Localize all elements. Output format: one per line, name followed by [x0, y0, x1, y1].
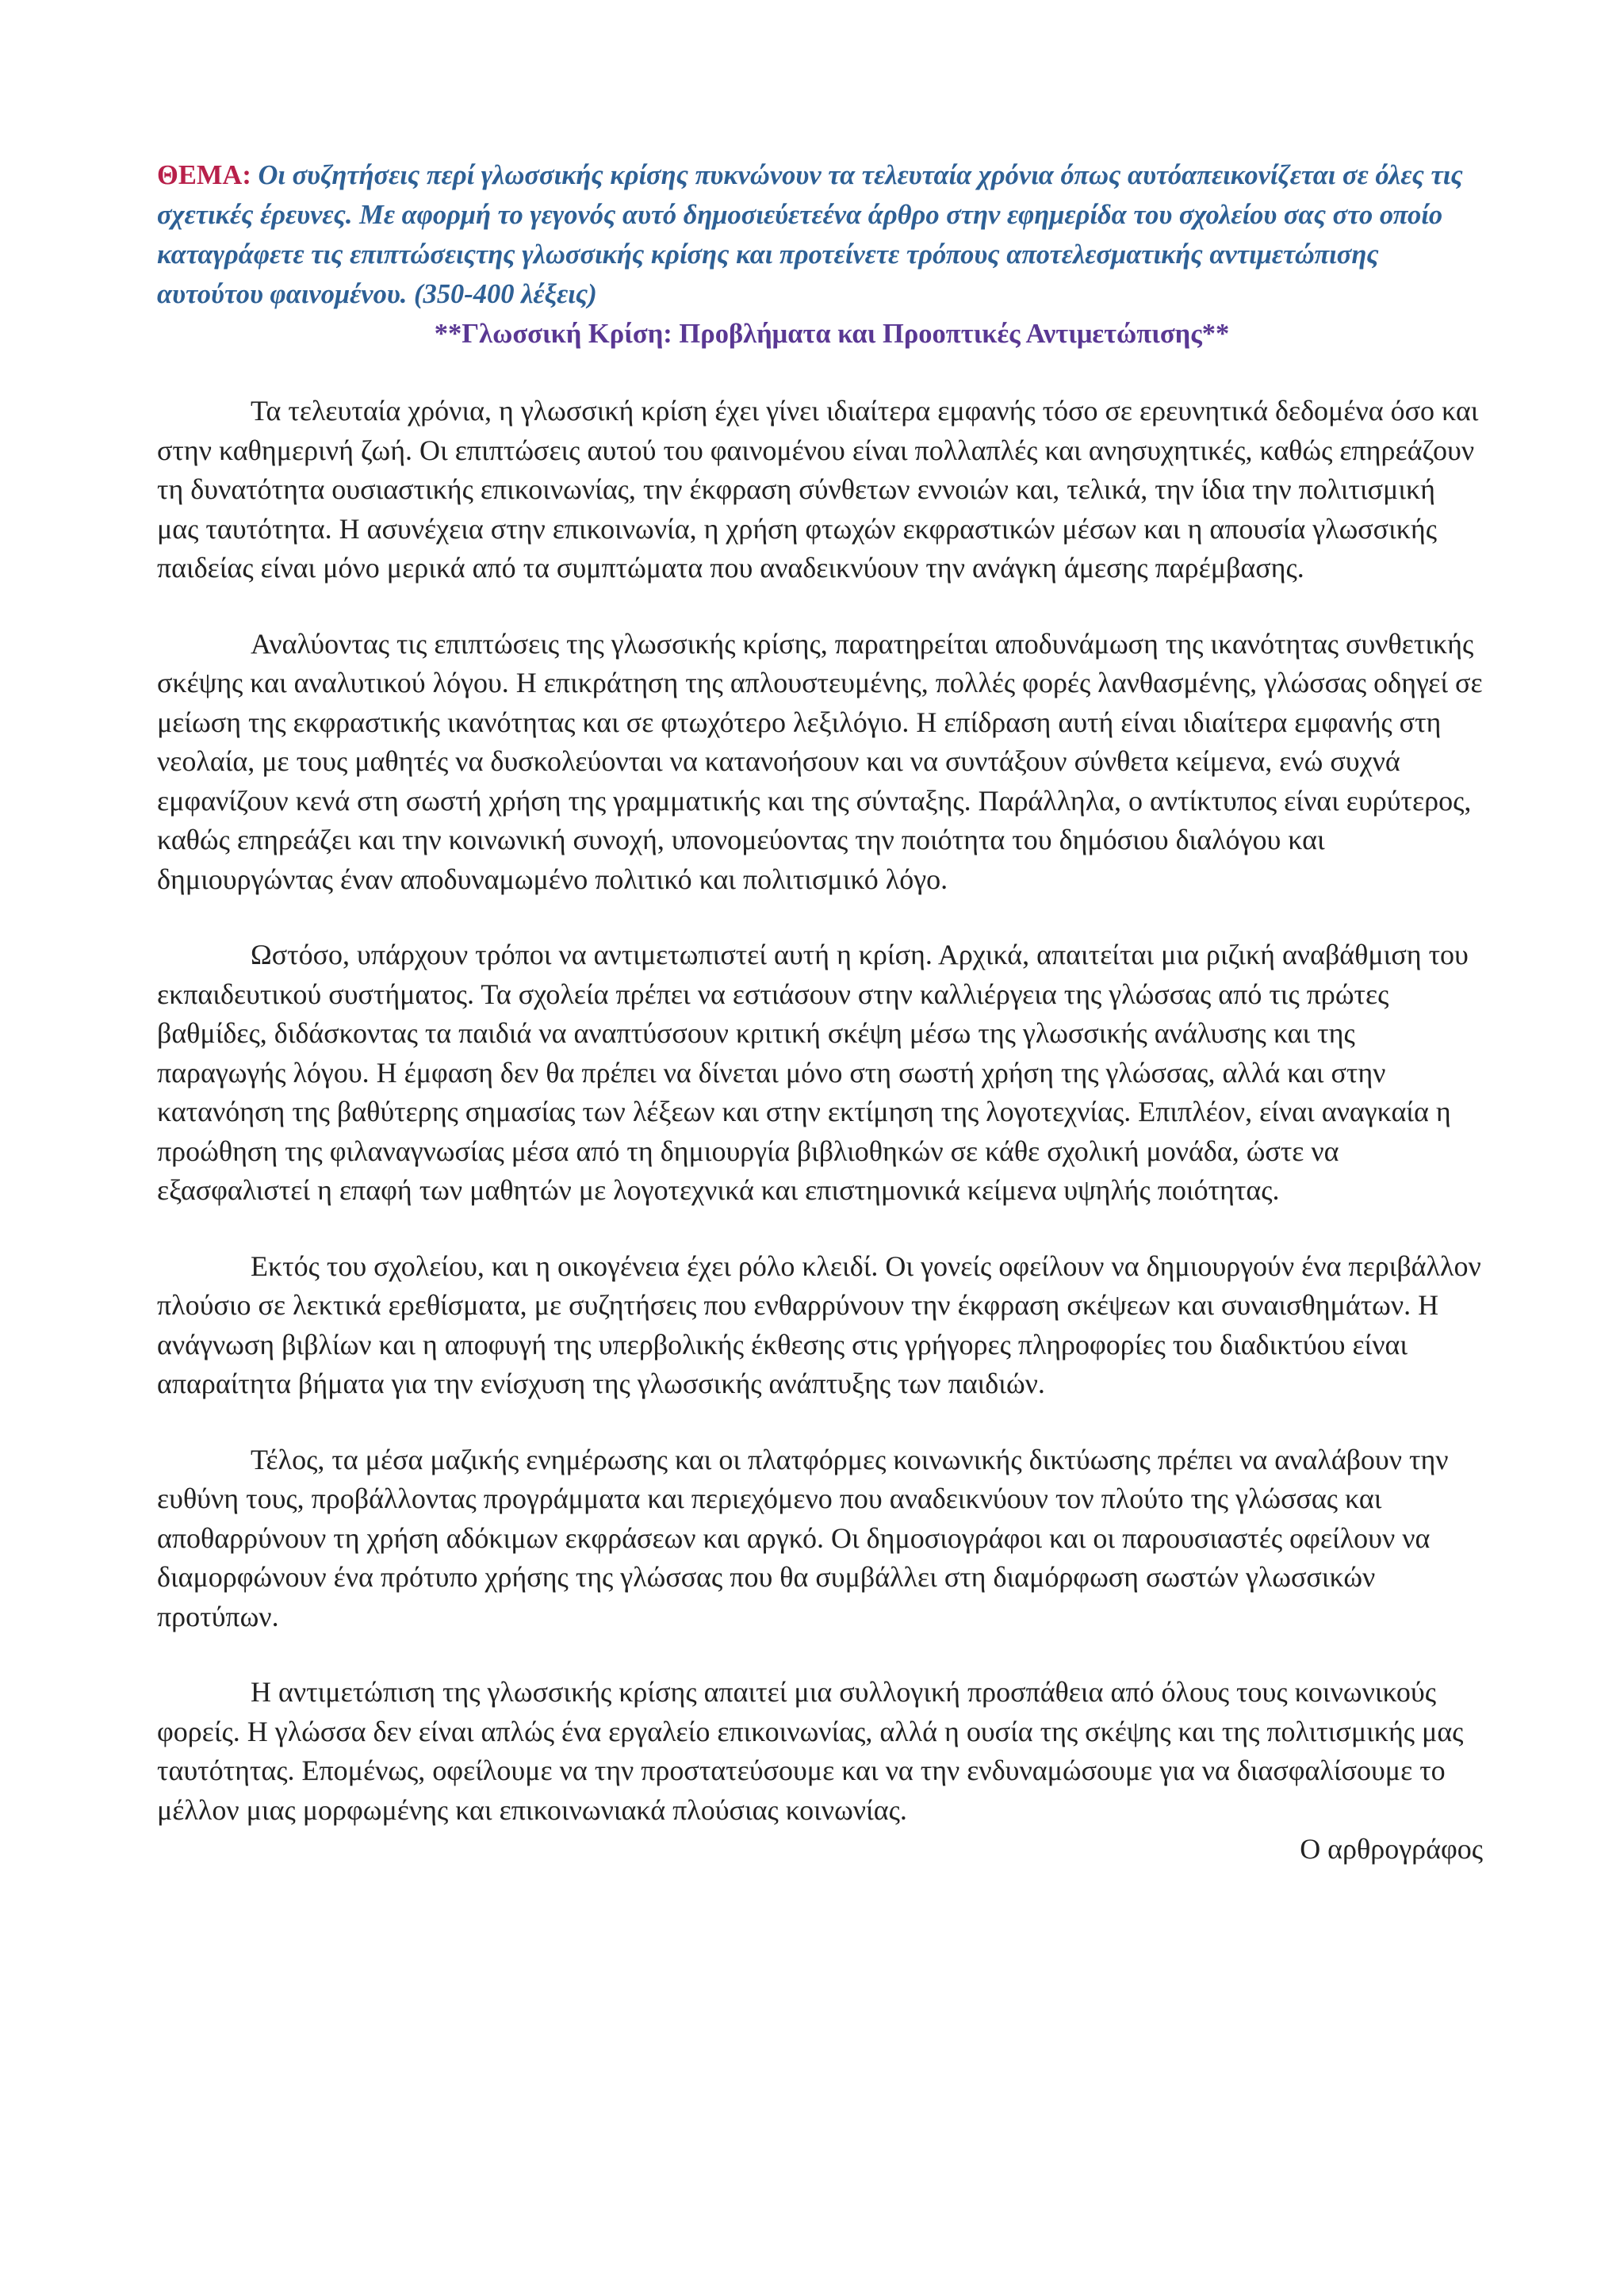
topic-text: Οι συζητήσεις περί γλωσσικής κρίσης πυκνώνουν τα τελευταία χρόνια όπως αυτόαπεικονίζεται σε όλες τις σχετικές έρευνες. Με αφορμή το γεγονός αυτό δημοσιεύετεένα άρθρο στην εφημερίδα του σχολείου σας στο οποίο καταγράφετε τις επιπτώσειςτης γλωσσικής κρίσης και προτείνετε τρόπους αποτελεσματικής αντιμετώπισης αυτούτου φαινομένου. (350-400 λέξεις) — [157, 160, 1463, 309]
article-paragraph-5: Τέλος, τα μέσα μαζικής ενημέρωσης και οι πλατφόρμες κοινωνικής δικτύωσης πρέπει να αναλάβουν την ευθύνη τους, προβάλλοντας προγράμματα και περιεχόμενο που αναδεικνύουν τον πλούτο της γλώσσας και αποθαρρύνουν τη χρήση αδόκιμων εκφράσεων και αργκό. Οι δημοσιογράφοι και οι παρουσιαστές οφείλουν να διαμορφώνουν ένα πρότυπο χρήσης της γλώσσας που θα συμβάλλει στη διαμόρφωση σωστών γλωσσικών προτύπων. — [157, 1443, 1449, 1632]
article-paragraph-3: Ωστόσο, υπάρχουν τρόποι να αντιμετωπιστεί αυτή η κρίση. Αρχικά, απαιτείται μια ριζική αναβάθμιση του εκπαιδευτικού συστήματος. Τα σχολεία πρέπει να εστιάσουν στην καλλιέργεια της γλώσσας από τις πρώτες βαθμίδες, διδάσκοντας τα παιδιά να αναπτύσσουν κριτική σκέψη μέσω της γλωσσικής ανάλυσης και της παραγωγής λόγου. Η έμφαση δεν θα πρέπει να δίνεται μόνο στη σωστή χρήση της γλώσσας, αλλά και στην κατανόηση της βαθύτερης σημασίας των λέξεων και στην εκτίμηση της λογοτεχνίας. Επιπλέον, είναι αναγκαία η προώθηση της φιλαναγνωσίας μέσα από τη δημιουργία βιβλιοθηκών σε κάθε σχολική μονάδα, ώστε να εξασφαλιστεί η επαφή των μαθητών με λογοτεχνικά και επιστημονικά κείμενα υψηλής ποιότητας. — [157, 939, 1469, 1206]
article-paragraph-4: Εκτός του σχολείου, και η οικογένεια έχει ρόλο κλειδί. Οι γονείς οφείλουν να δημιουργούν ένα περιβάλλον πλούσιο σε λεκτικά ερεθίσματα, με συζητήσεις που ενθαρρύνουν την έκφραση σκέψεων και συναισθημάτων. Η ανάγνωση βιβλίων και η αποφυγή της υπερβολικής έκθεσης στις γρήγορες πληροφορίες του διαδικτύου είναι απαραίτητα βήματα για την ενίσχυση της γλωσσικής ανάπτυξης των παιδιών. — [157, 1249, 1481, 1399]
assignment-topic — [157, 155, 1483, 314]
article-paragraph-1: Τα τελευταία χρόνια, η γλωσσική κρίση έχει γίνει ιδιαίτερα εμφανής τόσο σε ερευνητικά δεδομένα όσο και στην καθημερινή ζωή. Οι επιπτώσεις αυτού του φαινομένου είναι πολλαπλές και ανησυχητικές, καθώς επηρεάζουν τη δυνατότητα ουσιαστικής επικοινωνίας, την έκφραση σύνθετων εννοιών και, τελικά, την ίδια την πολιτισμική μας ταυτότητα. Η ασυνέχεια στην επικοινωνία, η χρήση φτωχών εκφραστικών μέσων και η απουσία γλωσσικής παιδείας είναι μόνο μερικά από τα συμπτώματα που αναδεικνύουν την ανάγκη άμεσης παρέμβασης. — [157, 395, 1479, 584]
article-signature: Ο αρθρογράφος — [1300, 1833, 1483, 1865]
article-paragraph-6: Η αντιμετώπιση της γλωσσικής κρίσης απαιτεί μια συλλογική προσπάθεια από όλους τους κοινωνικούς φορείς. Η γλώσσα δεν είναι απλώς ένα εργαλείο επικοινωνίας, αλλά η ουσία της σκέψης και της πολιτισμικής μας ταυτότητας. Επομένως, οφείλουμε να την προστατεύσουμε και να την ενδυναμώσουμε για να διασφαλίσουμε το μέλλον μιας μορφωμένης και επικοινωνιακά πλούσιας κοινωνίας. — [157, 1676, 1464, 1826]
document-page — [157, 155, 1483, 1869]
article-paragraph-2: Αναλύοντας τις επιπτώσεις της γλωσσικής κρίσης, παρατηρείται αποδυνάμωση της ικανότητας συνθετικής σκέψης και αναλυτικού λόγου. Η επικράτηση της απλουστευμένης, πολλές φορές λανθασμένης, γλώσσας οδηγεί σε μείωση της εκφραστικής ικανότητας και σε φτωχότερο λεξιλόγιο. Η επίδραση αυτή είναι ιδιαίτερα εμφανής στη νεολαία, με τους μαθητές να δυσκολεύονται να κατανοήσουν και να συντάξουν σύνθετα κείμενα, ενώ συχνά εμφανίζουν κενά στη σωστή χρήση της γραμματικής και της σύνταξης. Παράλληλα, ο αντίκτυπος είναι ευρύτερος, καθώς επηρεάζει και την κοινωνική συνοχή, υπονομεύοντας την ποιότητα του δημόσιου διαλόγου και δημιουργώντας έναν αποδυναμωμένο πολιτικό και πολιτισμικό λόγο. — [157, 627, 1483, 895]
article-title: **Γλωσσική Κρίση: Προβλήματα και Προοπτικές Αντιμετώπισης** — [434, 319, 1230, 349]
topic-label: ΘΕΜΑ: — [157, 160, 251, 190]
